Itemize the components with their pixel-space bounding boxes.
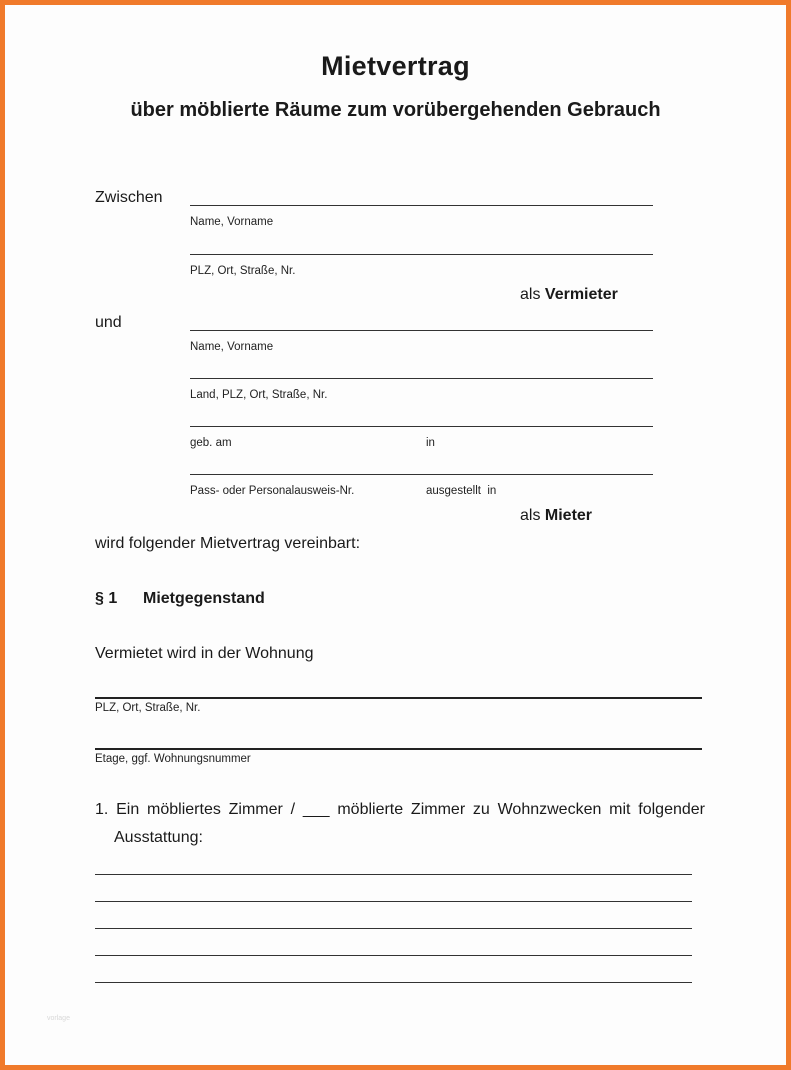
equipment-line-4[interactable] xyxy=(95,955,692,956)
landlord-role: Vermieter xyxy=(544,286,618,303)
tenant-role: Mieter xyxy=(544,507,593,524)
tenant-address-line[interactable] xyxy=(190,378,653,379)
tenant-id-line[interactable] xyxy=(190,474,653,475)
equipment-line-1[interactable] xyxy=(95,874,692,875)
and-label: und xyxy=(95,314,122,331)
apartment-address-label: PLZ, Ort, Straße, Nr. xyxy=(95,702,201,714)
apartment-floor-label: Etage, ggf. Wohnungsnummer xyxy=(95,753,251,765)
tenant-role-prefix: als xyxy=(520,507,541,524)
section-heading: Mietgegenstand xyxy=(143,590,265,607)
landlord-role-prefix: als xyxy=(520,286,541,303)
apartment-floor-line[interactable] xyxy=(95,748,702,750)
landlord-role-text xyxy=(520,286,618,304)
document-title: Mietvertrag xyxy=(321,51,470,81)
section-intro: Vermietet wird in der Wohnung xyxy=(95,645,314,662)
watermark: vorlage xyxy=(47,1015,70,1022)
equipment-line-2[interactable] xyxy=(95,901,692,902)
tenant-id-issued-label: ausgestellt in xyxy=(426,485,497,497)
item-1-continuation: Ausstattung: xyxy=(114,829,203,846)
tenant-birthplace-label: in xyxy=(426,437,435,449)
landlord-name-line[interactable] xyxy=(190,205,653,206)
tenant-name-label: Name, Vorname xyxy=(190,341,274,353)
agreement-text: wird folgender Mietvertrag vereinbart: xyxy=(95,535,361,552)
tenant-id-label: Pass- oder Personalausweis-Nr. xyxy=(190,485,355,497)
landlord-name-label: Name, Vorname xyxy=(190,216,274,228)
equipment-line-5[interactable] xyxy=(95,982,692,983)
between-label: Zwischen xyxy=(95,189,163,206)
tenant-address-label: Land, PLZ, Ort, Straße, Nr. xyxy=(190,389,328,401)
tenant-birth-label: geb. am xyxy=(190,437,232,449)
landlord-address-label: PLZ, Ort, Straße, Nr. xyxy=(190,265,296,277)
tenant-role-text xyxy=(520,507,592,525)
apartment-address-line[interactable] xyxy=(95,697,702,699)
document-subtitle: über möblierte Räume zum vorübergehenden Gebrauch xyxy=(130,99,661,121)
landlord-address-line[interactable] xyxy=(190,254,653,255)
equipment-line-3[interactable] xyxy=(95,928,692,929)
tenant-birth-line[interactable] xyxy=(190,426,653,427)
item-1-text: 1. Ein möbliertes Zimmer / ___ möblierte Zimmer zu Wohnzwecken mit folgender xyxy=(95,801,705,818)
section-number: § 1 xyxy=(95,590,118,607)
tenant-name-line[interactable] xyxy=(190,330,653,331)
